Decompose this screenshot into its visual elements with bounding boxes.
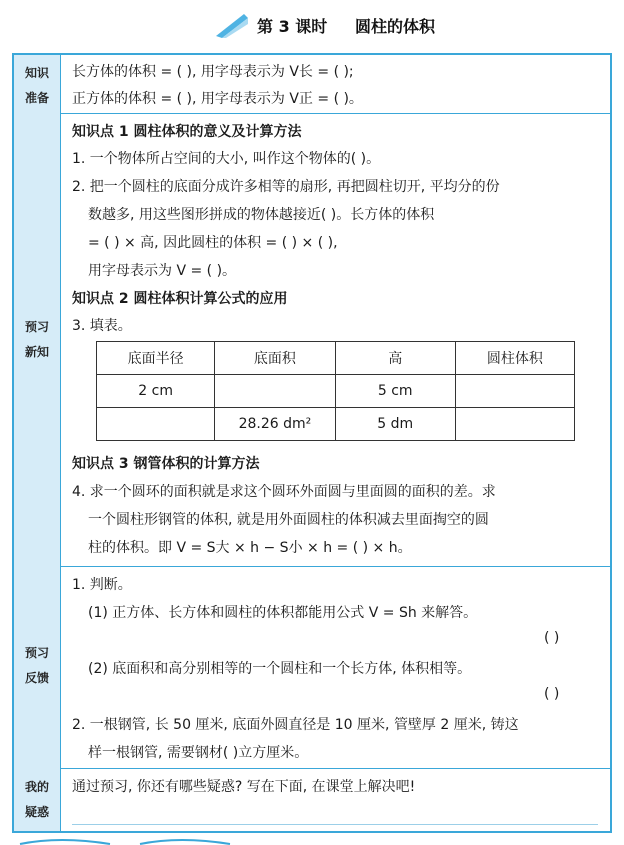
fill-table <box>96 341 575 441</box>
table-cell: 5 cm <box>335 375 455 408</box>
question-text: 4. 求一个圆环的面积就是求这个圆环外面圆与里面圆的面积的差。求 <box>72 484 496 500</box>
knowledge-point-title: 知识点 3 钢管体积的计算方法 <box>72 456 260 472</box>
knowledge-point-title: 知识点 1 圆柱体积的意义及计算方法 <box>72 124 302 140</box>
section-label <box>14 566 61 768</box>
answer-blank[interactable]: ( ) <box>544 630 560 646</box>
prep-line: 长方体的体积 = ( ), 用字母表示为 V长 = ( ); <box>72 64 354 80</box>
section-label <box>14 55 61 113</box>
label-bottom: 新知 <box>24 345 49 359</box>
table-header: 高 <box>335 342 455 375</box>
question-text: 3. 填表。 <box>72 318 132 334</box>
table-cell: 5 dm <box>335 408 455 441</box>
table-header: 底面积 <box>215 342 335 375</box>
question-text: (2) 底面积和高分别相等的一个圆柱和一个长方体, 体积相等。 <box>88 661 472 677</box>
question-text: 样一根钢管, 需要钢材( )立方厘米。 <box>88 745 309 761</box>
table-row <box>97 408 575 441</box>
table-header-row <box>97 342 575 375</box>
label-top: 预习 <box>24 646 49 660</box>
question-text: 1. 一个物体所占空间的大小, 叫作这个物体的( )。 <box>72 151 381 167</box>
table-cell[interactable] <box>455 408 574 441</box>
label-bottom: 反馈 <box>24 671 49 685</box>
label-top: 知识 <box>24 66 49 80</box>
question-text: (1) 正方体、长方体和圆柱的体积都能用公式 V = Sh 来解答。 <box>88 605 478 621</box>
section-feedback <box>14 566 610 769</box>
question-text: 2. 一根钢管, 长 50 厘米, 底面外圆直径是 10 厘米, 管壁厚 2 厘米, 铸这 <box>72 717 519 733</box>
label-bottom: 疑惑 <box>24 805 49 819</box>
answer-blank[interactable]: ( ) <box>544 686 560 702</box>
prep-line: 正方体的体积 = ( ), 用字母表示为 V正 = ( )。 <box>72 91 363 107</box>
table-cell[interactable] <box>455 375 574 408</box>
question-text: 数越多, 用这些图形拼成的物体越接近( )。长方体的体积 <box>88 207 435 223</box>
table-cell[interactable] <box>97 408 215 441</box>
question-text: = ( ) × 高, 因此圆柱的体积 = ( ) × ( ), <box>88 235 338 251</box>
question-text: 2. 把一个圆柱的底面分成许多相等的扇形, 再把圆柱切开, 平均分的份 <box>72 179 500 195</box>
doubt-prompt: 通过预习, 你还有哪些疑惑? 写在下面, 在课堂上解决吧! <box>72 779 416 795</box>
page-title: 圆柱的体积 <box>355 17 436 36</box>
section-label <box>14 768 61 831</box>
worksheet-frame <box>12 53 612 833</box>
writing-line[interactable] <box>72 824 598 825</box>
label-top: 我的 <box>24 780 49 794</box>
lesson-number: 第 3 课时 <box>257 17 328 36</box>
question-text: 柱的体积。即 V = S大 × h − S小 × h = ( ) × h。 <box>88 540 412 556</box>
knowledge-point-title: 知识点 2 圆柱体积计算公式的应用 <box>72 291 288 307</box>
section-doubt <box>14 768 610 831</box>
question-text: 1. 判断。 <box>72 577 132 593</box>
lesson-header <box>0 4 624 44</box>
table-cell[interactable] <box>215 375 335 408</box>
table-row <box>97 375 575 408</box>
label-bottom: 准备 <box>24 91 49 105</box>
table-header: 圆柱体积 <box>455 342 574 375</box>
section-prep <box>14 55 610 114</box>
section-label <box>14 113 61 566</box>
pen-icon <box>214 10 250 38</box>
question-text: 用字母表示为 V = ( )。 <box>88 263 237 279</box>
label-top: 预习 <box>24 320 49 334</box>
table-cell: 28.26 dm² <box>215 408 335 441</box>
footer-decoration <box>0 836 624 845</box>
section-new <box>14 113 610 567</box>
table-cell: 2 cm <box>97 375 215 408</box>
table-header: 底面半径 <box>97 342 215 375</box>
question-text: 一个圆柱形钢管的体积, 就是用外面圆柱的体积减去里面掏空的圆 <box>88 512 489 528</box>
